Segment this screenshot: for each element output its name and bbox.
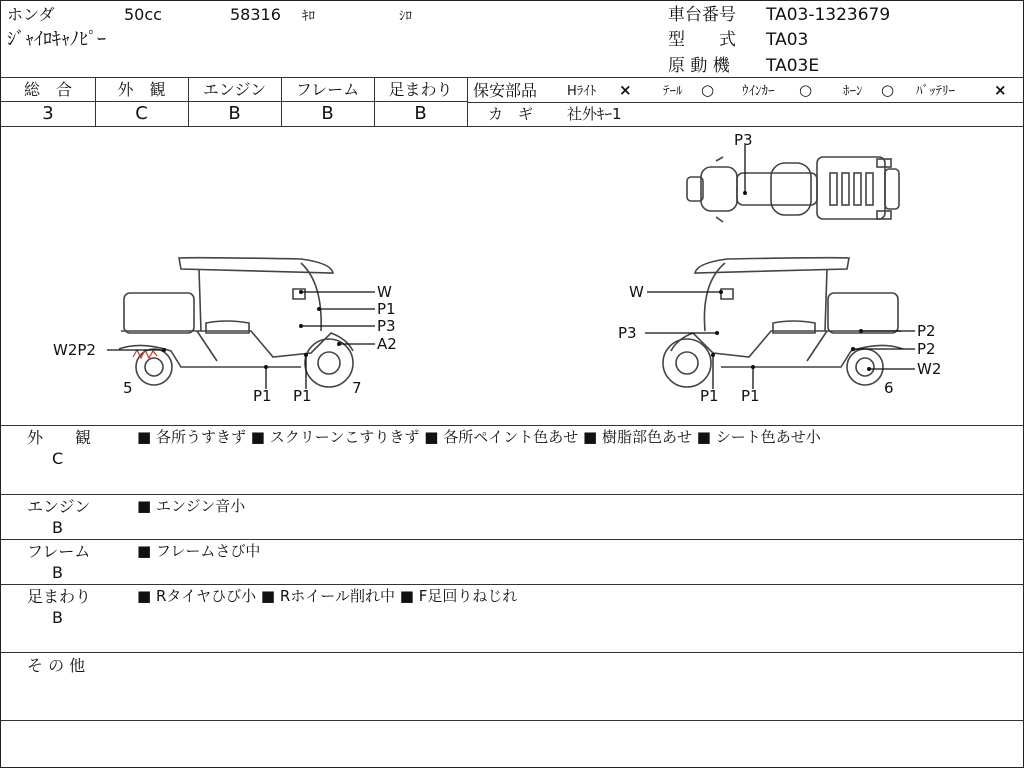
bullet: ■	[137, 587, 152, 605]
bullet: ■	[399, 587, 414, 605]
safety-battery-label: ﾊﾞｯﾃﾘｰ	[916, 84, 955, 99]
key-label: カ ギ	[488, 105, 534, 123]
remark-suspension-items	[137, 589, 517, 604]
right-label-p2a: P2	[917, 322, 936, 340]
top-label-p3: P3	[734, 131, 753, 149]
type-value: TA03	[766, 30, 809, 50]
right-label-bottom-p1b: P1	[741, 387, 760, 405]
bullet: ■	[250, 428, 265, 446]
key-value: 社外ｷｰ1	[567, 105, 622, 123]
bullet: ■	[260, 587, 276, 605]
left-label-w2p2: W2P2	[53, 341, 96, 359]
grade-exterior-value: C	[135, 103, 148, 124]
mileage: 58316	[230, 5, 281, 24]
divider	[1, 652, 1023, 653]
remark-exterior-title: 外 観	[27, 428, 92, 447]
grade-suspension-label: 足まわり	[388, 80, 453, 99]
remark-frame-grade: B	[52, 563, 63, 582]
remark-suspension-grade: B	[52, 608, 63, 627]
remark-item: 各所うすきず	[155, 428, 246, 446]
remark-item: F足回りねじれ	[418, 587, 518, 605]
grade-suspension-value: B	[414, 103, 427, 124]
safety-horn-label: ﾎｰﾝ	[843, 84, 863, 99]
remark-item: 樹脂部色あせ	[601, 428, 692, 446]
remark-exterior-items	[137, 430, 821, 445]
left-label-w: W	[377, 283, 392, 301]
bullet: ■	[696, 428, 711, 446]
remark-frame-items	[137, 544, 260, 559]
left-label-7: 7	[352, 379, 362, 397]
color: ｼﾛ	[399, 9, 412, 24]
left-label-p1: P1	[377, 300, 396, 318]
remark-frame-title: フレーム	[27, 542, 91, 561]
safety-horn-mark: ○	[881, 81, 895, 99]
displacement: 50cc	[124, 5, 162, 24]
remark-item: シート色あせ小	[715, 428, 821, 446]
safety-tail-mark: ○	[701, 81, 715, 99]
maker: ホンダ	[7, 5, 55, 24]
engine-value: TA03E	[766, 56, 820, 76]
safety-winker-mark: ○	[799, 81, 813, 99]
bullet: ■	[424, 428, 439, 446]
remark-item: フレームさび中	[155, 542, 261, 560]
right-label-w: W	[629, 283, 644, 301]
type-label: 型 式	[668, 30, 736, 50]
right-label-6: 6	[884, 379, 894, 397]
divider	[1, 77, 1023, 78]
remark-exterior-grade: C	[52, 449, 64, 468]
chassis-value: TA03-1323679	[766, 5, 891, 25]
remark-item: Rホイール削れ中	[279, 587, 395, 605]
safety-winker-label: ｳｲﾝｶｰ	[742, 84, 775, 99]
remark-other-title: そ の 他	[27, 656, 86, 675]
remark-item: 各所ペイント色あせ	[443, 428, 579, 446]
divider	[1, 101, 467, 102]
divider	[1, 494, 1023, 495]
left-label-5: 5	[123, 379, 133, 397]
divider	[1, 425, 1023, 426]
grade-total-label: 総 合	[23, 80, 72, 99]
right-label-p2b: P2	[917, 340, 936, 358]
remark-item: エンジン音小	[155, 497, 246, 515]
grade-exterior-label: 外 観	[117, 80, 166, 99]
safety-battery-mark: ×	[994, 81, 1007, 99]
damage-diagram	[1, 127, 1023, 425]
left-label-a2: A2	[377, 335, 397, 353]
safety-headlight-mark: ×	[619, 81, 632, 99]
safety-title: 保安部品	[473, 81, 538, 100]
divider	[467, 102, 1023, 103]
right-label-p3: P3	[618, 324, 637, 342]
remark-item: スクリーンこすりきず	[269, 428, 420, 446]
grade-total-value: 3	[42, 103, 54, 124]
remark-engine-title: エンジン	[27, 497, 91, 516]
grade-frame-label: フレーム	[295, 80, 360, 99]
left-label-p3: P3	[377, 317, 396, 335]
grade-engine-label: エンジン	[202, 80, 267, 99]
bullet: ■	[582, 428, 598, 446]
safety-tail-label: ﾃｰﾙ	[663, 84, 683, 99]
remark-engine-grade: B	[52, 518, 63, 537]
grade-engine-value: B	[228, 103, 241, 124]
remark-engine-items	[137, 499, 245, 514]
remark-item: Rタイヤひび小	[155, 587, 257, 605]
right-label-w2: W2	[917, 360, 942, 378]
divider	[1, 539, 1023, 540]
divider	[1, 720, 1023, 721]
chassis-label: 車台番号	[668, 5, 736, 25]
left-label-bottom-p1a: P1	[253, 387, 272, 405]
remark-suspension-title: 足まわり	[27, 587, 92, 606]
bullet: ■	[137, 497, 152, 515]
scooter-right-view	[618, 258, 941, 405]
divider	[1, 584, 1023, 585]
model-name: ｼﾞｬｲﾛｷｬﾉﾋﾟｰ	[7, 29, 106, 50]
engine-label: 原 動 機	[668, 56, 730, 76]
bullet: ■	[137, 428, 152, 446]
scooter-top-view	[687, 131, 899, 222]
grade-frame-value: B	[321, 103, 334, 124]
bullet: ■	[137, 542, 152, 560]
right-label-bottom-p1a: P1	[700, 387, 719, 405]
left-label-bottom-p1b: P1	[293, 387, 312, 405]
safety-headlight-label: Hﾗｲﾄ	[567, 84, 597, 99]
mileage-unit: ｷﾛ	[302, 9, 315, 24]
scooter-left-view	[53, 258, 397, 405]
